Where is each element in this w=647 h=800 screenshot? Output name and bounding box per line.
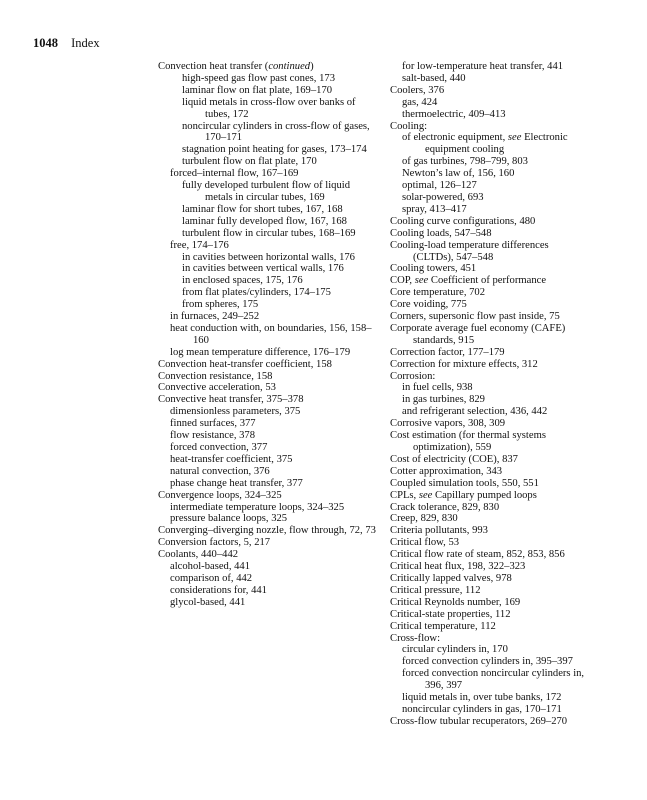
index-entry: laminar fully developed flow, 167, 168 <box>182 215 347 227</box>
index-entry: Cooling curve configurations, 480 <box>390 215 536 227</box>
index-entry: in gas turbines, 829 <box>402 394 485 406</box>
index-entry: turbulent flow in circular tubes, 168–169 <box>182 227 356 239</box>
page-number: 1048 <box>33 36 58 50</box>
index-entry: Correction for mixture effects, 312 <box>390 358 538 370</box>
index-entry: in cavities between horizontal walls, 176 <box>182 251 355 263</box>
index-entry: Critical pressure, 112 <box>390 584 481 596</box>
index-entry: Coupled simulation tools, 550, 551 <box>390 477 539 489</box>
index-entry: salt-based, 440 <box>402 72 466 84</box>
index-entry: forced convection noncircular cylinders in, 396, 397 <box>402 668 585 692</box>
index-entry: forced convection cylinders in, 395–397 <box>402 656 573 668</box>
index-entry: spray, 413–417 <box>402 203 467 215</box>
index-entry: fully developed turbulent flow of liquid metals in circular tubes, 169 <box>182 180 350 203</box>
index-entry: Conversion factors, 5, 217 <box>158 537 271 549</box>
index-entry: dimensionless parameters, 375 <box>170 406 301 418</box>
index-entry: Cooling-load temperature differences (CLTDs), 547–548 <box>390 239 549 263</box>
index-entry: Criteria pollutants, 993 <box>390 525 488 537</box>
index-entry: CPLs, see Capillary pumped loops <box>390 489 537 501</box>
index-entry: intermediate temperature loops, 324–325 <box>170 501 345 513</box>
index-entry: Corrosive vapors, 308, 309 <box>390 418 506 430</box>
index-entry: COP, see Coefficient of performance <box>390 275 547 287</box>
index-entry: comparison of, 442 <box>170 572 253 584</box>
index-entry: Critical Reynolds number, 169 <box>390 596 521 608</box>
index-entry: high-speed gas flow past cones, 173 <box>182 72 335 84</box>
index-entry: forced convection, 377 <box>170 442 268 453</box>
index-entry: Coolers, 376 <box>390 84 445 96</box>
index-entry: finned surfaces, 377 <box>170 418 256 430</box>
index-entry: Converging–diverging nozzle, flow through, 72, 73 <box>158 525 376 537</box>
index-entry: Correction factor, 177–179 <box>390 346 505 358</box>
index-entry: noncircular cylinders in gas, 170–171 <box>402 703 562 715</box>
index-entry: Critical heat flux, 198, 322–323 <box>390 561 526 573</box>
index-entry: Core temperature, 702 <box>390 287 486 299</box>
index-entry: heat-transfer coefficient, 375 <box>170 453 293 465</box>
index-entry: of electronic equipment, see Electronic equipment cooling <box>402 132 568 156</box>
index-entry: Critically lapped valves, 978 <box>390 572 512 584</box>
index-entry: from spheres, 175 <box>182 299 259 311</box>
index-entry: phase change heat transfer, 377 <box>170 477 303 489</box>
index-entry: Critical flow, 53 <box>390 537 460 549</box>
index-entry: in furnaces, 249–252 <box>170 311 260 323</box>
index-entry: turbulent flow on flat plate, 170 <box>182 156 317 168</box>
index-entry: gas, 424 <box>402 96 438 108</box>
index-entry: laminar flow for short tubes, 167, 168 <box>182 203 343 215</box>
index-entry: considerations for, 441 <box>170 584 267 596</box>
index-entry: Cost of electricity (COE), 837 <box>390 453 518 465</box>
index-entry: in cavities between vertical walls, 176 <box>182 263 344 275</box>
index-entry: pressure balance loops, 325 <box>170 513 288 525</box>
index-entry: Cotter approximation, 343 <box>390 465 503 477</box>
index-entry: solar-powered, 693 <box>402 191 484 203</box>
index-entry: optimal, 126–127 <box>402 180 477 192</box>
index-entry: free, 174–176 <box>170 239 229 251</box>
index-entry: and refrigerant selection, 436, 442 <box>402 406 548 418</box>
index-entry: Critical-state properties, 112 <box>390 608 511 620</box>
index-entry: Corners, supersonic flow past inside, 75 <box>390 311 560 323</box>
index-entry: Critical temperature, 112 <box>390 620 496 632</box>
index-entry: in fuel cells, 938 <box>402 382 473 394</box>
index-entry: liquid metals in cross-flow over banks of tubes, 172 <box>182 96 356 120</box>
index-entry: Critical flow rate of steam, 852, 853, 856 <box>390 549 565 561</box>
index-entry: Cooling towers, 451 <box>390 263 477 275</box>
index-entry: Convergence loops, 324–325 <box>158 489 282 501</box>
index-entry: laminar flow on flat plate, 169–170 <box>182 84 333 96</box>
index-column-left <box>147 61 379 609</box>
index-entry: Core voiding, 775 <box>390 299 467 311</box>
index-entry: noncircular cylinders in cross-flow of gases, 170–171 <box>182 120 370 144</box>
index-entry: Cross-flow: <box>390 632 441 644</box>
index-entry: natural convection, 376 <box>170 465 270 477</box>
index-entry: liquid metals in, over tube banks, 172 <box>402 692 562 704</box>
index-entry: Convection heat-transfer coefficient, 158 <box>158 358 332 370</box>
index-entry: Corrosion: <box>390 370 436 382</box>
index-entry: Cooling: <box>390 120 428 132</box>
section-title: Index <box>71 36 100 50</box>
index-entry: of gas turbines, 798–799, 803 <box>402 156 528 168</box>
index-entry: Cooling loads, 547–548 <box>390 227 492 239</box>
index-entry: flow resistance, 378 <box>170 430 256 442</box>
index-entry: from flat plates/cylinders, 174–175 <box>182 287 331 299</box>
index-entry: glycol-based, 441 <box>170 596 246 608</box>
index-entry: in enclosed spaces, 175, 176 <box>182 275 303 287</box>
index-entry: stagnation point heating for gases, 173–174 <box>182 144 367 156</box>
index-entry: heat conduction with, on boundaries, 156, 158–160 <box>170 322 372 346</box>
index-entry: Convective heat transfer, 375–378 <box>158 394 304 406</box>
index-entry: Convection resistance, 158 <box>158 370 273 382</box>
page-header <box>33 36 100 51</box>
index-entry: log mean temperature difference, 176–179 <box>170 346 351 358</box>
index-entry: Cross-flow tubular recuperators, 269–270 <box>390 715 568 727</box>
index-entry: Creep, 829, 830 <box>390 513 458 525</box>
index-entry: forced–internal flow, 167–169 <box>170 168 299 180</box>
index-entry: thermoelectric, 409–413 <box>402 108 506 120</box>
index-entry: Cost estimation (for thermal systems optimization), 559 <box>390 430 546 453</box>
index-entry: Coolants, 440–442 <box>158 549 239 561</box>
index-entry: Newton’s law of, 156, 160 <box>402 168 515 180</box>
index-entry: Convection heat transfer (continued) <box>158 61 314 72</box>
index-column-right <box>379 61 591 728</box>
index-entry: Convective acceleration, 53 <box>158 382 276 394</box>
index-entry: alcohol-based, 441 <box>170 561 251 573</box>
index-entry: Corporate average fuel economy (CAFE) standards, 915 <box>390 322 566 346</box>
index-entry: circular cylinders in, 170 <box>402 644 508 656</box>
index-entry: for low-temperature heat transfer, 441 <box>402 61 564 72</box>
index-entry: Crack tolerance, 829, 830 <box>390 501 500 513</box>
